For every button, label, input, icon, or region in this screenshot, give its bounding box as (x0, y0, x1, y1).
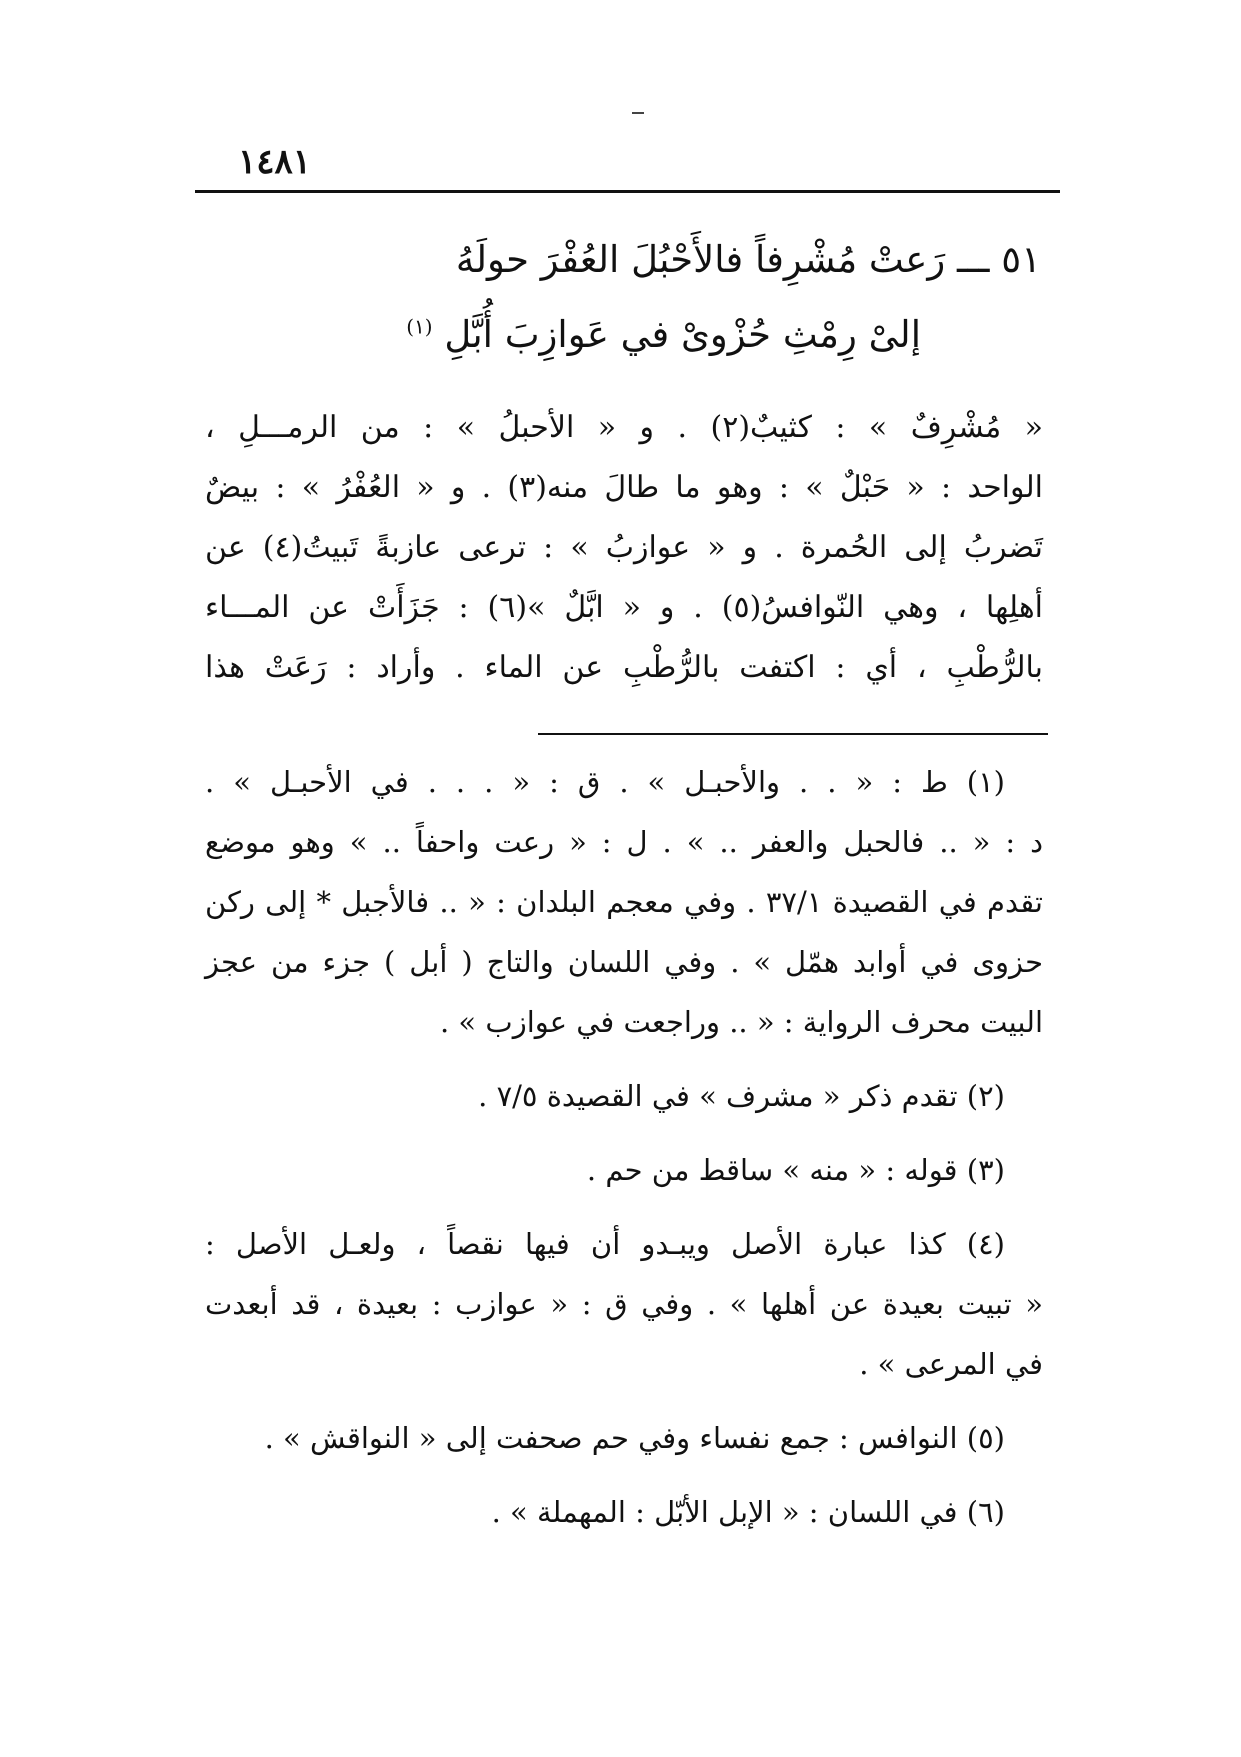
footnote-2 (205, 1066, 1043, 1126)
footnote-4 (205, 1214, 1043, 1394)
commentary-line: تَضربُ إلى الحُمرة . و « عوازبُ » : ترعى عازبةً تَبيتُ(٤) عن (205, 530, 1043, 565)
verse-footnote-marker: (١) (406, 314, 433, 339)
footnote-6 (205, 1482, 1043, 1542)
footnote-line: في المرعى » . (859, 1347, 1043, 1381)
scan-mark (632, 112, 644, 114)
verse-line-2-text: إلىْ رِمْثِ حُزْوىْ في عَوازِبَ أُبَّلِ (444, 313, 921, 356)
commentary-paragraph (205, 398, 1043, 698)
footnote-line: البيت محرف الرواية : « .. وراجعت في عوازب » . (440, 1005, 1043, 1039)
commentary-line: الواحد : « حَبْلٌ » : وهو ما طالَ منه(٣) . و « العُفْرُ » : بيضٌ (205, 470, 1043, 505)
footnote-line: (٥) النوافس : جمع نفساء وفي حم صحفت إلى « النواقش » . (264, 1421, 1005, 1455)
commentary-line: أهلِها ، وهي النّوافسُ(٥) . و « ابَّلٌ »(٦) : جَزَأَتْ عن المـــاء (205, 590, 1043, 625)
footnote-line: « تبيت بعيدة عن أهلها » . وفي ق : « عوازب : بعيدة ، قد أبعدت (205, 1287, 1043, 1321)
footnote-1 (205, 752, 1043, 1052)
footnote-line: تقدم في القصيدة ٣٧/١ . وفي معجم البلدان : « .. فالأجبل * إلى ركن (205, 885, 1043, 919)
footnote-line: د : « .. فالحبل والعفر .. » . ل : « رعت واحفاً .. » وهو موضع (205, 825, 1043, 859)
footnote-line: (٢) تقدم ذكر « مشرف » في القصيدة ٧/٥ . (478, 1079, 1005, 1113)
footnote-3 (205, 1140, 1043, 1200)
footnote-line: (٤) كذا عبارة الأصل ويبـدو أن فيها نقصاً ، ولعـل الأصل : (205, 1227, 1005, 1261)
commentary-line: « مُشْرِفٌ » : كثيبٌ(٢) . و « الأحبلُ » : من الرمـــلِ ، (205, 410, 1044, 445)
header-rule (195, 190, 1060, 193)
page-number: ١٤٨١ (238, 142, 312, 182)
commentary-line: بالرُّطْبِ ، أي : اكتفت بالرُّطْبِ عن الماء . وأراد : رَعَتْ هذا (205, 650, 1043, 685)
verse-line-2 (406, 313, 921, 356)
footnote-5 (205, 1408, 1043, 1468)
verse-line-1: ٥١ ـــ رَعتْ مُشْرِفاً فالأَحْبُلَ العُفْرَ حولَهُ (455, 238, 1041, 281)
footnote-line: (٣) قوله : « منه » ساقط من حم . (586, 1153, 1005, 1187)
footnote-line: (١) ط : « . . والأحبـل » . ق : « . . . في الأحبـل » . (205, 765, 1005, 799)
footnote-line: (٦) في اللسان : « الإبل الأبّل : المهملة » . (491, 1495, 1005, 1529)
footnotes-separator (538, 733, 1048, 735)
footnote-line: حزوى في أوابد همّل » . وفي اللسان والتاج ( أبل ) جزء من عجز (205, 945, 1043, 979)
footnotes (205, 752, 1043, 1542)
